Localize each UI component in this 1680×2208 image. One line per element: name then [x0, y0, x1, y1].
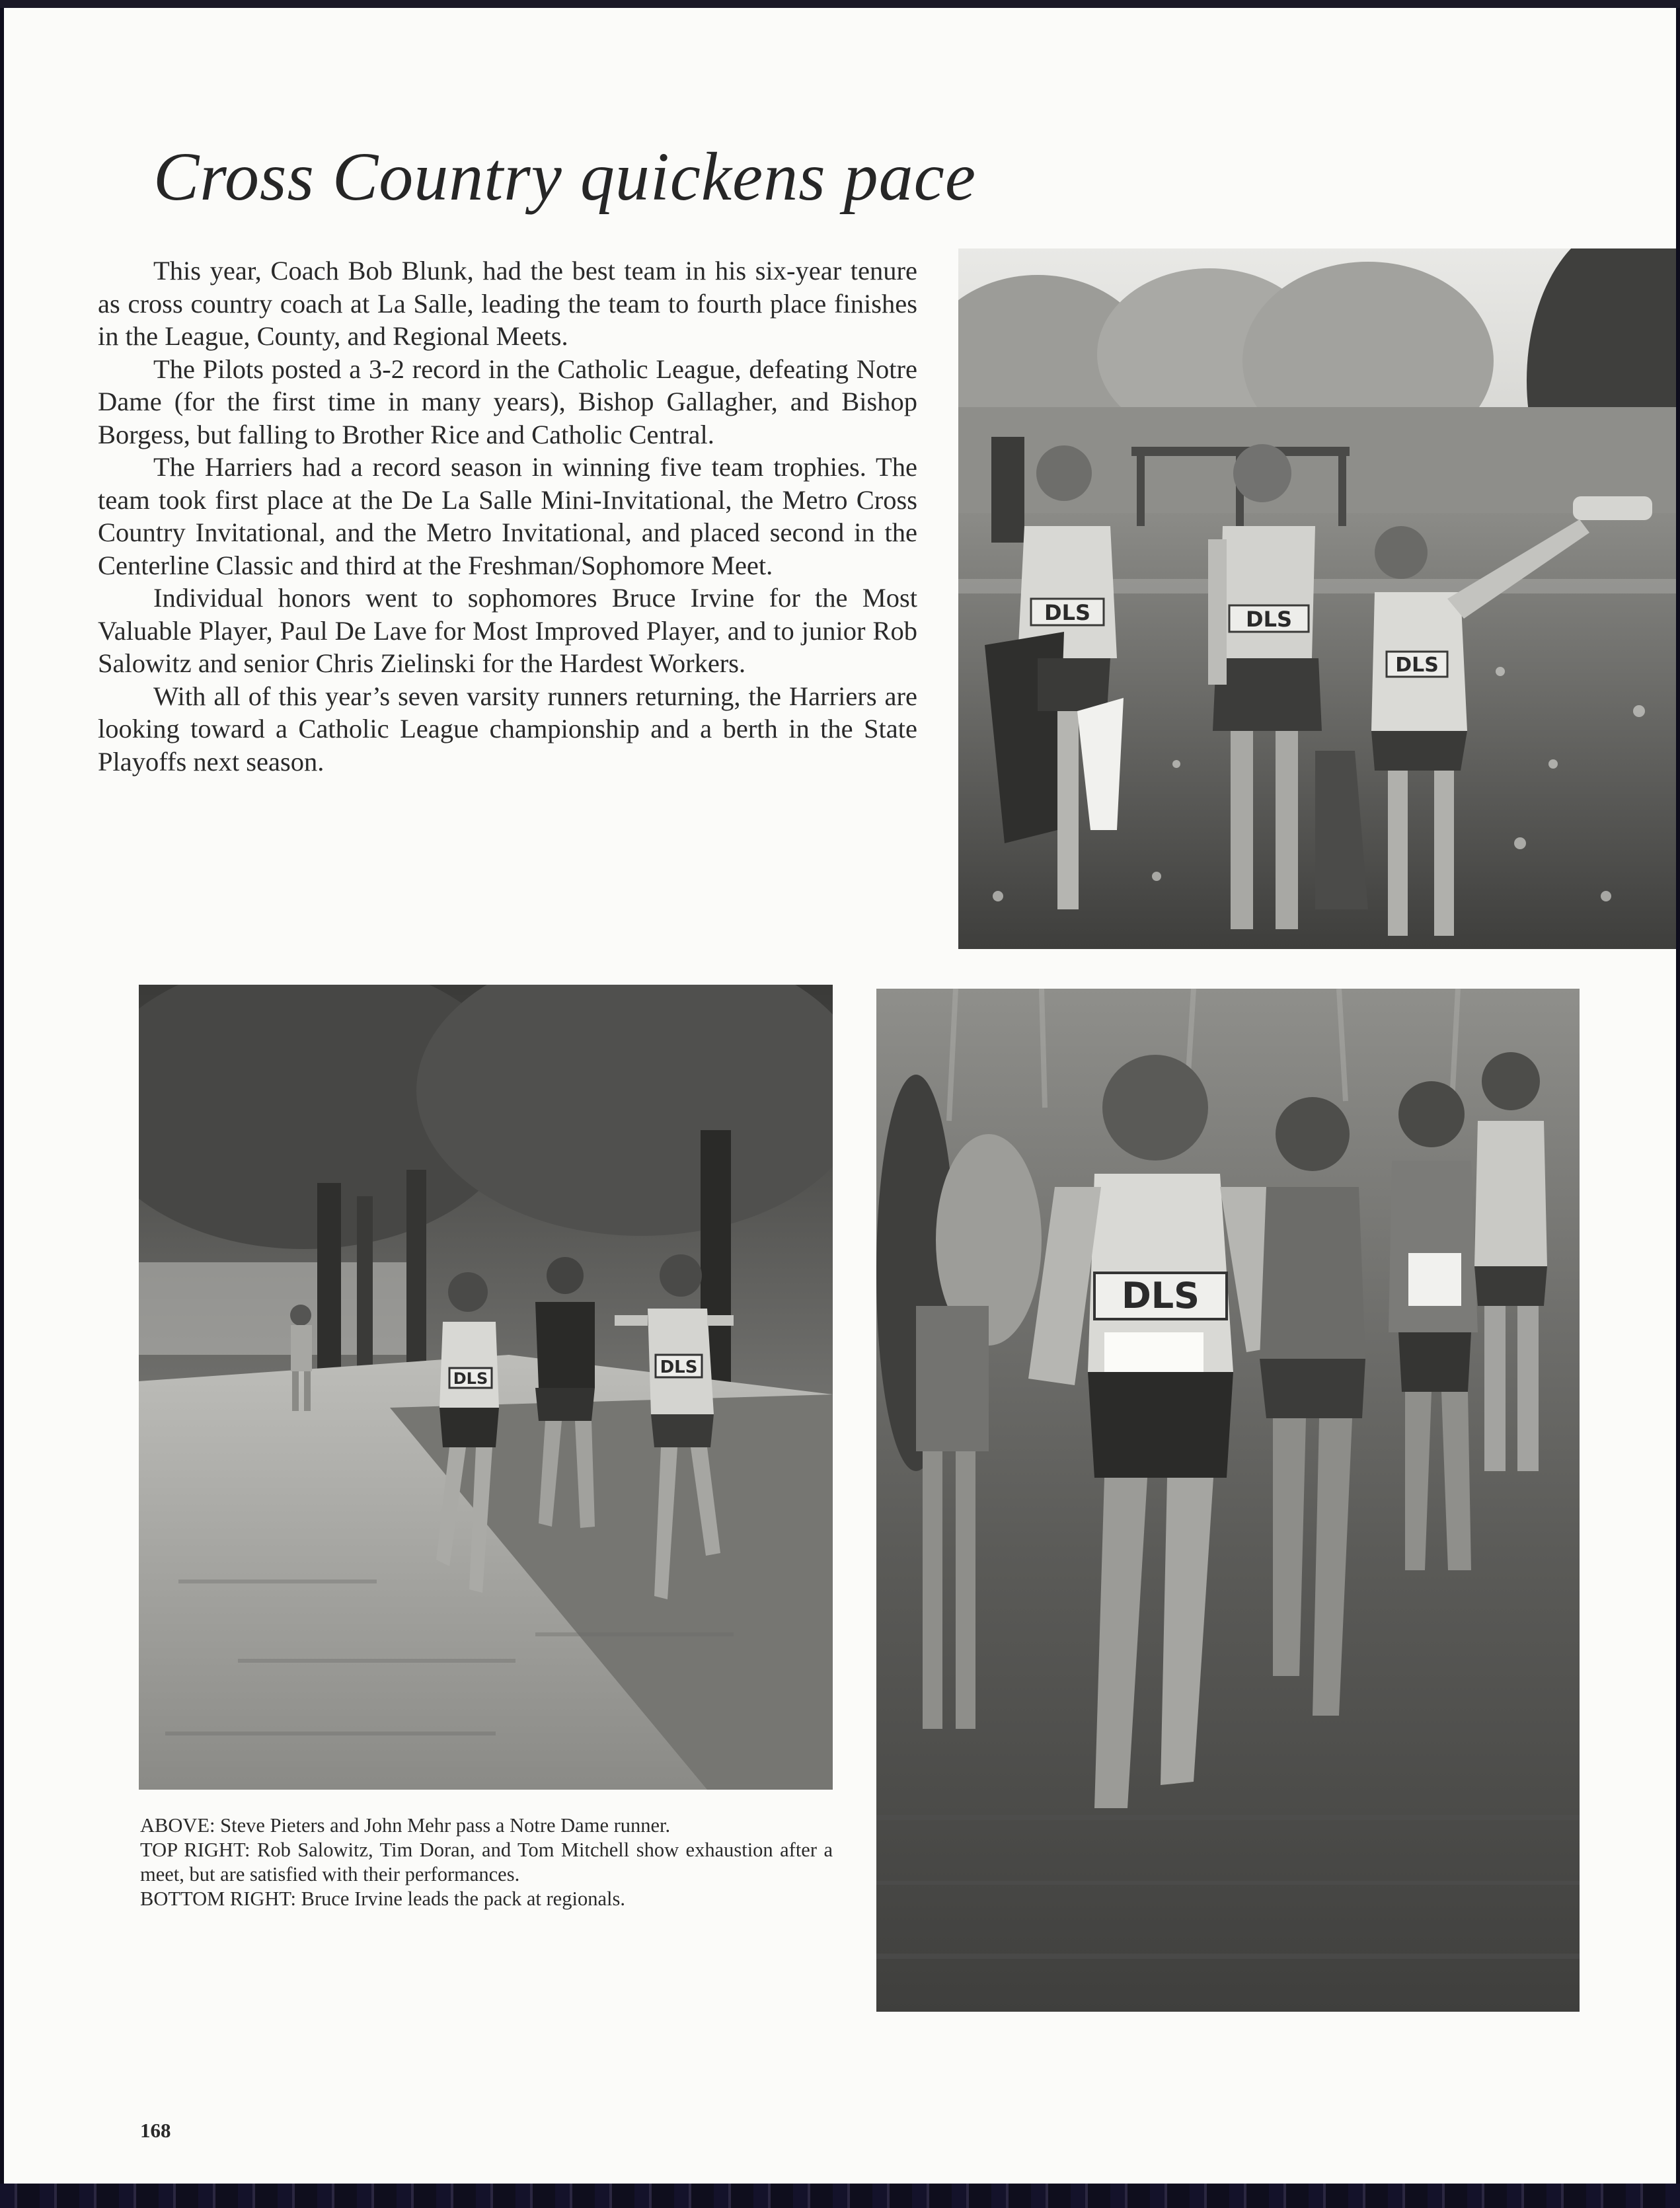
- photo-trail-runners: [139, 985, 833, 1790]
- scan-edge-bottom: [0, 2184, 1680, 2208]
- jersey-label-4: DLS: [453, 1369, 488, 1388]
- page-number: 168: [140, 2119, 171, 2142]
- caption-bottom-right: BOTTOM RIGHT: Bruce Irvine leads the pack at regionals.: [140, 1887, 625, 1910]
- scan-edge-top: [0, 0, 1680, 8]
- photo-runners-walking: [958, 248, 1676, 949]
- article-body: [98, 254, 917, 778]
- photo-regionals-pack: [876, 989, 1580, 2012]
- paragraph-outlook: With all of this year’s seven varsity runners returning, the Harriers are looking toward a Catholic League championship and a berth in the State Playoffs next season.: [98, 681, 917, 777]
- page-title: Cross Country quickens pace: [153, 139, 976, 215]
- jersey-label-2: DLS: [1246, 607, 1292, 632]
- jersey-label-6: DLS: [1121, 1275, 1200, 1316]
- caption-top-right: TOP RIGHT: Rob Salowitz, Tim Doran, and Tom Mitchell show exhaustion after a meet, but are satisfied with their performances.: [140, 1839, 833, 1885]
- paragraph-record: The Pilots posted a 3-2 record in the Catholic League, defeating Notre Dame (for the first time in many years), Bishop Gallagher, and Bishop Borgess, but falling to Brother Rice and Catholic Central.: [98, 354, 917, 449]
- photo-captions: [140, 1813, 833, 1911]
- jersey-label-1: DLS: [1044, 600, 1090, 625]
- paragraph-trophies: The Harriers had a record season in winning five team trophies. The team took first place at the De La Salle Mini-Invitational, the Metro Cross Country Invitational, and the Metro Invitational, and placed second in the Centerline Classic and third at the Freshman/Sophomore Meet.: [98, 452, 917, 580]
- jersey-label-5: DLS: [660, 1357, 698, 1377]
- paragraph-honors: Individual honors went to sophomores Bruce Irvine for the Most Valuable Player, Paul De Lave for Most Improved Player, and to junior Rob Salowitz and senior Chris Zielinski for the Hardest Workers.: [98, 583, 917, 678]
- yearbook-page: [4, 8, 1676, 2184]
- caption-above: ABOVE: Steve Pieters and John Mehr pass a Notre Dame runner.: [140, 1814, 671, 1837]
- paragraph-coach: This year, Coach Bob Blunk, had the best team in his six-year tenure as cross country coach at La Salle, leading the team to fourth place finishes in the League, County, and Regional Meets.: [98, 256, 917, 351]
- jersey-label-3: DLS: [1395, 654, 1439, 677]
